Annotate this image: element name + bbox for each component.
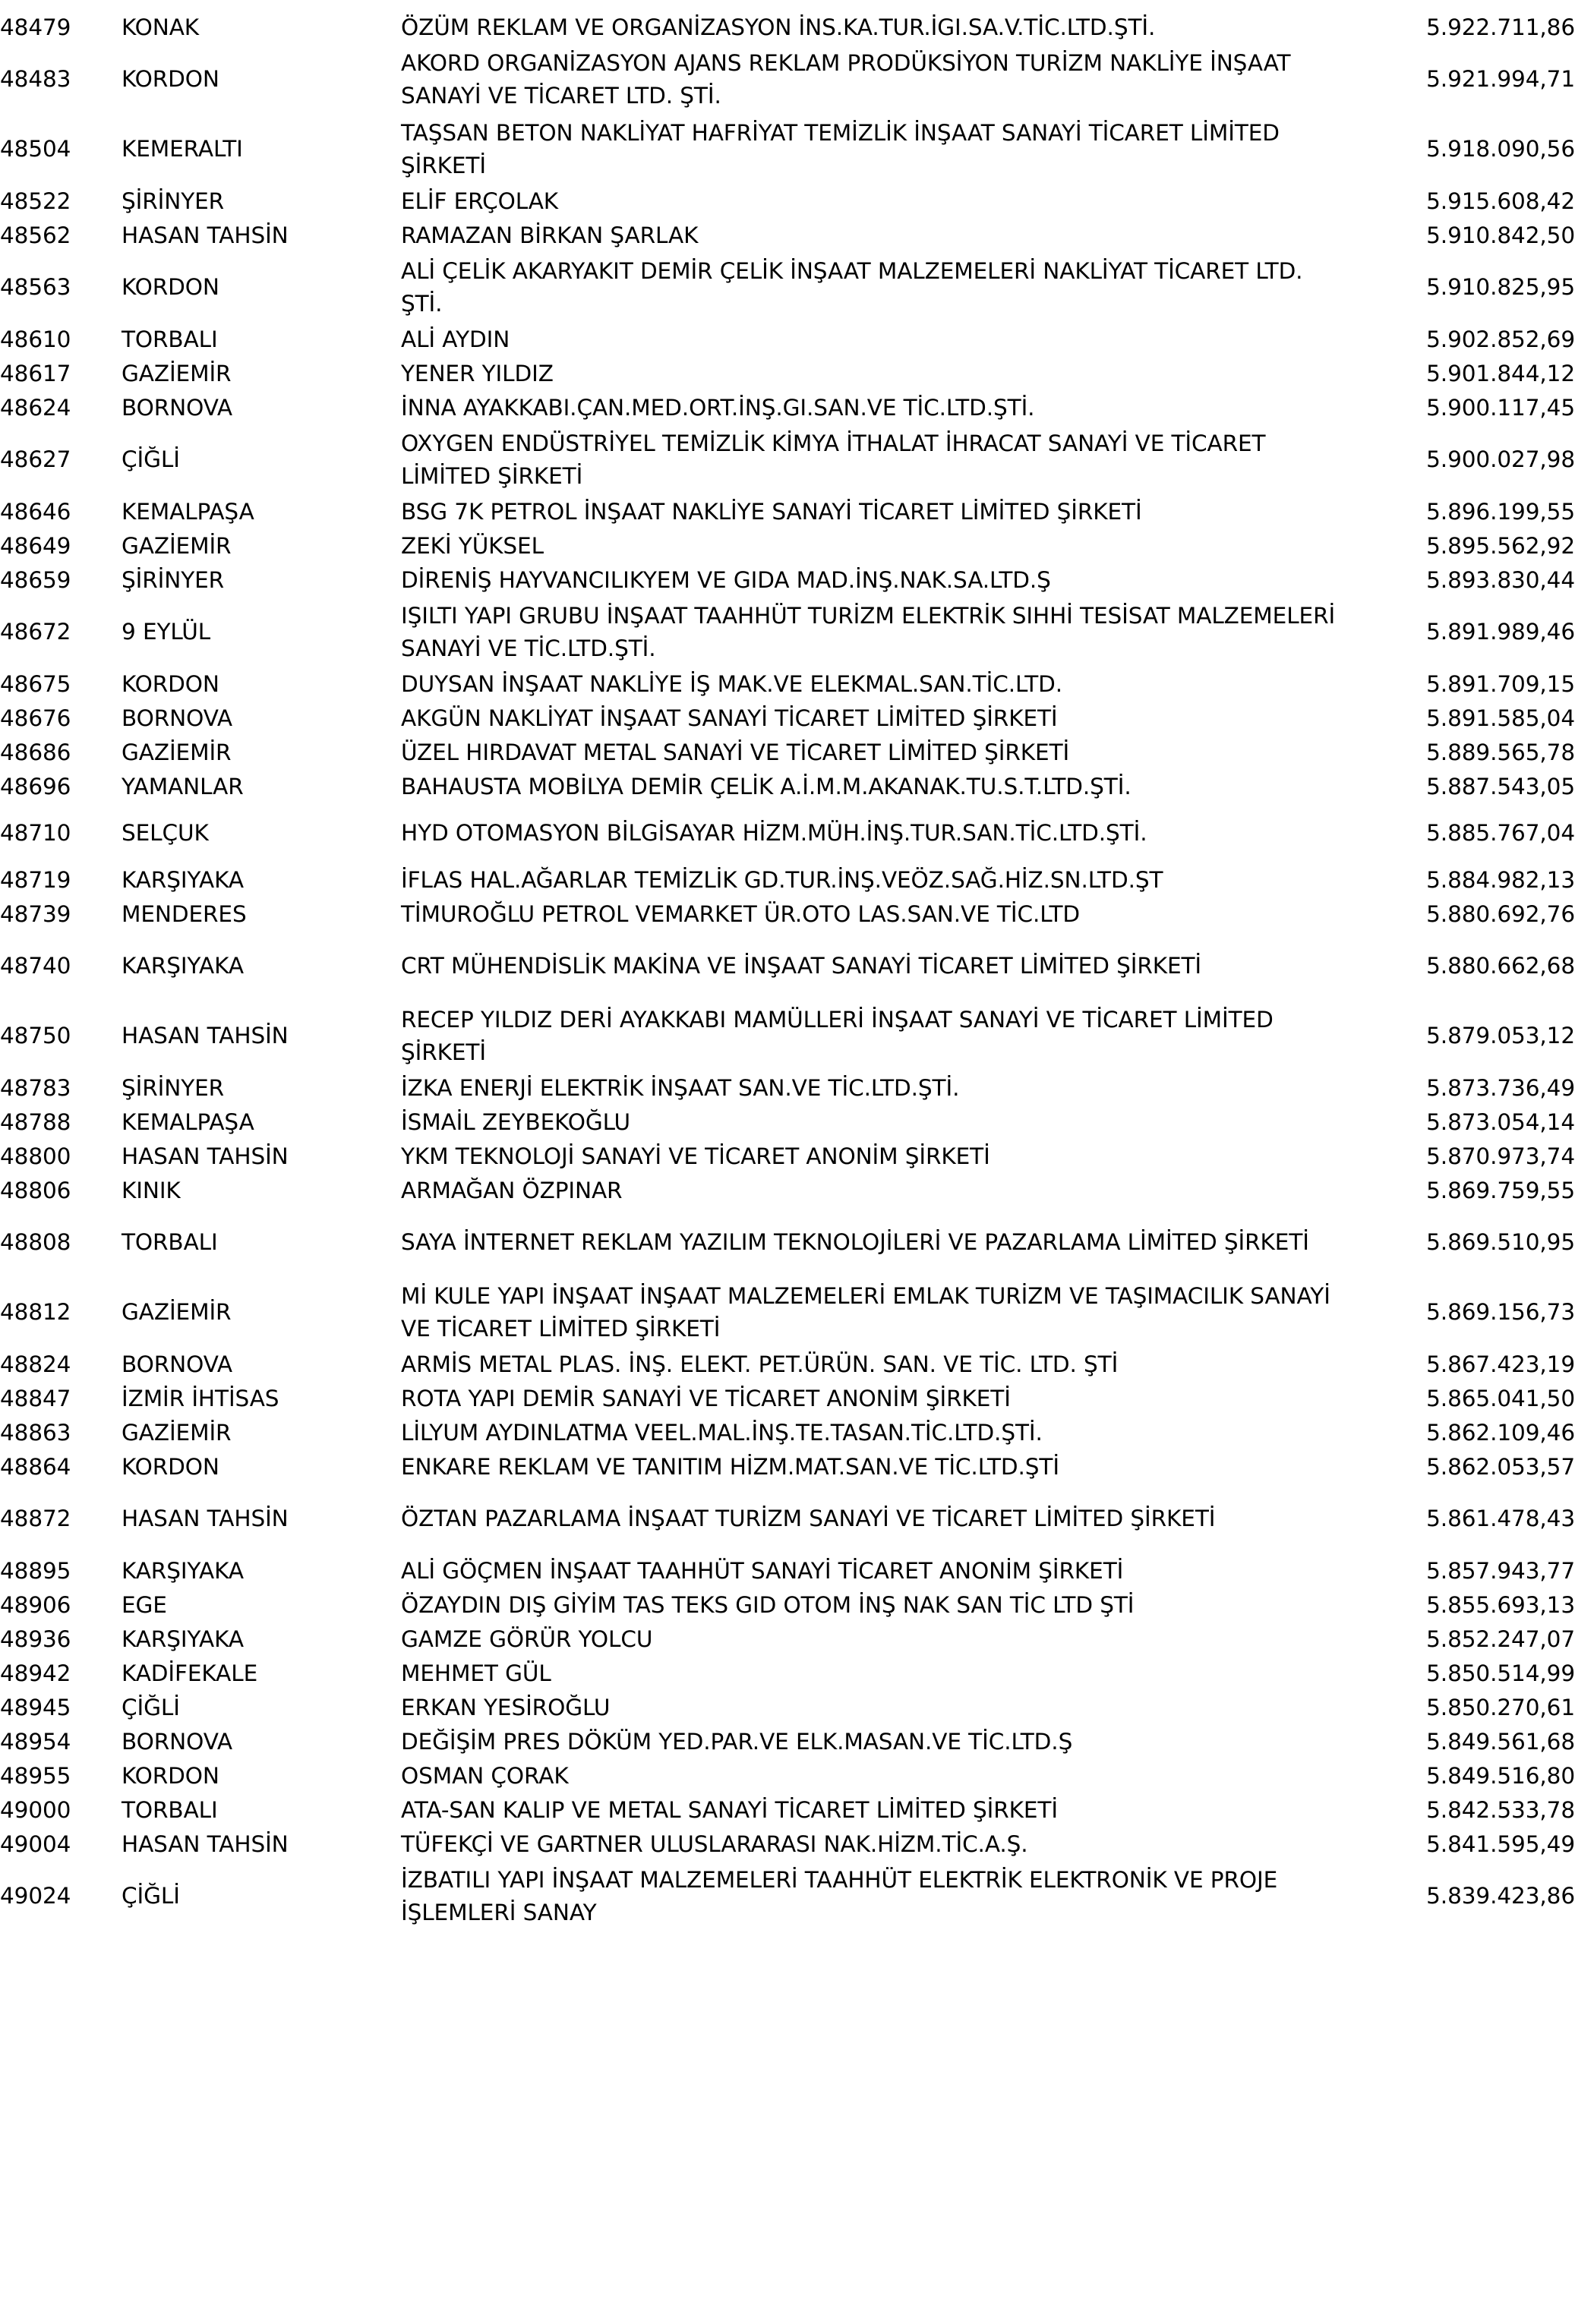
cell-tax-office: KONAK — [122, 14, 200, 40]
cell-tax-office: 9 EYLÜL — [122, 619, 211, 645]
cell-tax-office: KARŞIYAKA — [122, 1557, 244, 1584]
cell-debt-amount: 5.910.842,50 — [1426, 222, 1575, 248]
cell-taxpayer-name: HYD OTOMASYON BİLGİSAYAR HİZM.MÜH.İNŞ.TUR.SAN.TİC.LTD.ŞTİ. — [401, 820, 1147, 847]
cell-debt-amount: 5.862.053,57 — [1426, 1453, 1575, 1480]
cell-tax-office: ÇİĞLİ — [122, 1694, 180, 1720]
cell-tax-office: KORDON — [122, 1762, 219, 1789]
cell-record-no: 48863 — [0, 1419, 71, 1446]
cell-debt-amount: 5.884.982,13 — [1426, 866, 1575, 893]
cell-record-no: 48936 — [0, 1626, 71, 1652]
table-row — [0, 1105, 1575, 1140]
cell-record-no: 48906 — [0, 1591, 71, 1618]
table-row — [0, 1208, 1575, 1278]
cell-record-no: 48483 — [0, 66, 71, 93]
cell-record-no: 49004 — [0, 1831, 71, 1857]
cell-tax-office: HASAN TAHSİN — [122, 1143, 289, 1169]
cell-taxpayer-name: YENER YILDIZ — [401, 360, 554, 386]
cell-tax-office: İZMİR İHTİSAS — [122, 1385, 279, 1411]
cell-debt-amount: 5.918.090,56 — [1426, 136, 1575, 162]
cell-record-no: 48739 — [0, 900, 71, 927]
cell-record-no: 48627 — [0, 446, 71, 473]
cell-tax-office: BORNOVA — [122, 1728, 232, 1755]
cell-taxpayer-name: OSMAN ÇORAK — [401, 1762, 569, 1789]
table-row — [0, 45, 1575, 115]
cell-taxpayer-name: AKORD ORGANİZASYON AJANS REKLAM PRODÜKSİYON TURİZM NAKLİYE İNŞAAT SANAYİ VE TİCARET LTD. ŞTİ. — [401, 49, 1291, 109]
table-row — [0, 219, 1575, 253]
table-row — [0, 253, 1575, 323]
cell-record-no: 48675 — [0, 670, 71, 697]
cell-taxpayer-name: ROTA YAPI DEMİR SANAYİ VE TİCARET ANONİM ŞİRKETİ — [401, 1385, 1011, 1411]
cell-record-no: 48942 — [0, 1660, 71, 1686]
cell-record-no: 48719 — [0, 866, 71, 893]
cell-tax-office: KORDON — [122, 66, 219, 93]
cell-tax-office: KEMERALTI — [122, 136, 243, 162]
cell-debt-amount: 5.896.199,55 — [1426, 498, 1575, 525]
cell-debt-amount: 5.873.736,49 — [1426, 1074, 1575, 1101]
cell-debt-amount: 5.901.844,12 — [1426, 360, 1575, 386]
table-row — [0, 1450, 1575, 1484]
cell-debt-amount: 5.879.053,12 — [1426, 1023, 1575, 1049]
cell-record-no: 48847 — [0, 1385, 71, 1411]
table-row — [0, 184, 1575, 219]
table-row — [0, 1827, 1575, 1862]
cell-taxpayer-name: İNNA AYAKKABI.ÇAN.MED.ORT.İNŞ.GI.SAN.VE TİC.LTD.ŞTİ. — [401, 394, 1035, 421]
cell-taxpayer-name: ALİ GÖÇMEN İNŞAAT TAAHHÜT SANAYİ TİCARET ANONİM ŞİRKETİ — [401, 1557, 1124, 1584]
cell-debt-amount: 5.869.156,73 — [1426, 1299, 1575, 1326]
cell-tax-office: GAZİEMİR — [122, 532, 232, 559]
cell-record-no: 48954 — [0, 1728, 71, 1755]
cell-debt-amount: 5.910.825,95 — [1426, 274, 1575, 301]
cell-record-no: 48750 — [0, 1023, 71, 1049]
cell-record-no: 48672 — [0, 619, 71, 645]
table-row — [0, 1622, 1575, 1657]
table-row — [0, 1657, 1575, 1691]
table-row — [0, 1416, 1575, 1450]
tax-debtor-table — [0, 11, 1575, 1931]
table-row — [0, 529, 1575, 563]
table-row — [0, 1174, 1575, 1208]
cell-tax-office: GAZİEMİR — [122, 1299, 232, 1326]
cell-taxpayer-name: İZKA ENERJİ ELEKTRİK İNŞAAT SAN.VE TİC.LTD.ŞTİ. — [401, 1074, 960, 1101]
cell-taxpayer-name: BSG 7K PETROL İNŞAAT NAKLİYE SANAYİ TİCARET LİMİTED ŞİRKETİ — [401, 498, 1142, 525]
table-row — [0, 495, 1575, 529]
cell-taxpayer-name: ENKARE REKLAM VE TANITIM HİZM.MAT.SAN.VE TİC.LTD.ŞTİ — [401, 1453, 1059, 1480]
cell-taxpayer-name: İFLAS HAL.AĞARLAR TEMİZLİK GD.TUR.İNŞ.VEÖZ.SAĞ.HİZ.SN.LTD.ŞT — [401, 866, 1163, 893]
cell-taxpayer-name: ERKAN YESİROĞLU — [401, 1694, 611, 1720]
cell-tax-office: GAZİEMİR — [122, 739, 232, 765]
table-row — [0, 563, 1575, 598]
cell-record-no: 48479 — [0, 14, 71, 40]
cell-record-no: 48504 — [0, 136, 71, 162]
cell-record-no: 48783 — [0, 1074, 71, 1101]
cell-tax-office: HASAN TAHSİN — [122, 1831, 289, 1857]
cell-taxpayer-name: DEĞİŞİM PRES DÖKÜM YED.PAR.VE ELK.MASAN.VE TİC.LTD.Ş — [401, 1728, 1073, 1755]
cell-debt-amount: 5.869.759,55 — [1426, 1177, 1575, 1203]
cell-debt-amount: 5.842.533,78 — [1426, 1796, 1575, 1823]
cell-debt-amount: 5.867.423,19 — [1426, 1351, 1575, 1377]
cell-record-no: 48563 — [0, 274, 71, 301]
cell-tax-office: KORDON — [122, 274, 219, 301]
cell-taxpayer-name: DİRENİŞ HAYVANCILIKYEM VE GIDA MAD.İNŞ.NAK.SA.LTD.Ş — [401, 566, 1051, 593]
cell-record-no: 49000 — [0, 1796, 71, 1823]
cell-record-no: 48864 — [0, 1453, 71, 1480]
cell-tax-office: TORBALI — [122, 1229, 218, 1256]
cell-taxpayer-name: ÖZAYDIN DIŞ GİYİM TAS TEKS GID OTOM İNŞ NAK SAN TİC LTD ŞTİ — [401, 1591, 1135, 1618]
cell-debt-amount: 5.855.693,13 — [1426, 1591, 1575, 1618]
table-row — [0, 1793, 1575, 1827]
cell-tax-office: YAMANLAR — [122, 773, 244, 799]
cell-record-no: 49024 — [0, 1883, 71, 1909]
cell-record-no: 48646 — [0, 498, 71, 525]
table-row — [0, 804, 1575, 863]
cell-debt-amount: 5.865.041,50 — [1426, 1385, 1575, 1411]
cell-debt-amount: 5.841.595,49 — [1426, 1831, 1575, 1857]
cell-tax-office: ÇİĞLİ — [122, 1883, 180, 1909]
cell-record-no: 48659 — [0, 566, 71, 593]
cell-record-no: 48610 — [0, 326, 71, 352]
cell-debt-amount: 5.852.247,07 — [1426, 1626, 1575, 1652]
cell-tax-office: KARŞIYAKA — [122, 866, 244, 893]
cell-taxpayer-name: ZEKİ YÜKSEL — [401, 532, 544, 559]
cell-debt-amount: 5.862.109,46 — [1426, 1419, 1575, 1446]
cell-record-no: 48696 — [0, 773, 71, 799]
cell-tax-office: KEMALPAŞA — [122, 1108, 254, 1135]
table-row — [0, 1691, 1575, 1725]
cell-record-no: 48806 — [0, 1177, 71, 1203]
table-row — [0, 115, 1575, 184]
cell-tax-office: BORNOVA — [122, 1351, 232, 1377]
table-row — [0, 598, 1575, 667]
cell-taxpayer-name: TÜFEKÇİ VE GARTNER ULUSLARARASI NAK.HİZM.TİC.A.Ş. — [401, 1831, 1028, 1857]
cell-tax-office: KADİFEKALE — [122, 1660, 258, 1686]
cell-record-no: 48945 — [0, 1694, 71, 1720]
table-row — [0, 1278, 1575, 1348]
cell-taxpayer-name: İSMAİL ZEYBEKOĞLU — [401, 1108, 630, 1135]
cell-record-no: 48562 — [0, 222, 71, 248]
cell-tax-office: ŞİRİNYER — [122, 566, 225, 593]
cell-record-no: 48522 — [0, 188, 71, 214]
cell-taxpayer-name: ALİ ÇELİK AKARYAKIT DEMİR ÇELİK İNŞAAT MALZEMELERİ NAKLİYAT TİCARET LTD. ŞTİ. — [401, 257, 1303, 317]
cell-taxpayer-name: LİLYUM AYDINLATMA VEEL.MAL.İNŞ.TE.TASAN.TİC.LTD.ŞTİ. — [401, 1419, 1043, 1446]
cell-tax-office: HASAN TAHSİN — [122, 222, 289, 248]
cell-tax-office: TORBALI — [122, 326, 218, 352]
cell-taxpayer-name: RAMAZAN BİRKAN ŞARLAK — [401, 222, 699, 248]
table-row — [0, 1862, 1575, 1931]
cell-record-no: 48740 — [0, 953, 71, 979]
table-row — [0, 357, 1575, 391]
table-row — [0, 897, 1575, 932]
cell-taxpayer-name: ÜZEL HIRDAVAT METAL SANAYİ VE TİCARET LİMİTED ŞİRKETİ — [401, 739, 1070, 765]
cell-record-no: 48676 — [0, 705, 71, 731]
cell-debt-amount: 5.889.565,78 — [1426, 739, 1575, 765]
table-row — [0, 425, 1575, 495]
cell-taxpayer-name: MEHMET GÜL — [401, 1660, 551, 1686]
cell-tax-office: KORDON — [122, 1453, 219, 1480]
cell-tax-office: ÇİĞLİ — [122, 446, 180, 473]
cell-debt-amount: 5.893.830,44 — [1426, 566, 1575, 593]
cell-tax-office: BORNOVA — [122, 394, 232, 421]
table-row — [0, 1484, 1575, 1554]
table-row — [0, 1554, 1575, 1588]
cell-debt-amount: 5.887.543,05 — [1426, 773, 1575, 799]
table-row — [0, 932, 1575, 1001]
cell-debt-amount: 5.880.662,68 — [1426, 953, 1575, 979]
table-row — [0, 1588, 1575, 1622]
cell-tax-office: GAZİEMİR — [122, 360, 232, 386]
cell-record-no: 48955 — [0, 1762, 71, 1789]
cell-record-no: 48800 — [0, 1143, 71, 1169]
cell-taxpayer-name: SAYA İNTERNET REKLAM YAZILIM TEKNOLOJİLERİ VE PAZARLAMA LİMİTED ŞİRKETİ — [401, 1229, 1309, 1256]
cell-record-no: 48710 — [0, 820, 71, 847]
cell-debt-amount: 5.922.711,86 — [1426, 14, 1575, 40]
cell-debt-amount: 5.915.608,42 — [1426, 188, 1575, 214]
table-row — [0, 11, 1575, 45]
cell-debt-amount: 5.869.510,95 — [1426, 1229, 1575, 1256]
cell-record-no: 48617 — [0, 360, 71, 386]
table-body — [0, 11, 1575, 1931]
cell-debt-amount: 5.891.585,04 — [1426, 705, 1575, 731]
cell-taxpayer-name: ALİ AYDIN — [401, 326, 510, 352]
cell-debt-amount: 5.891.709,15 — [1426, 670, 1575, 697]
cell-debt-amount: 5.850.270,61 — [1426, 1694, 1575, 1720]
cell-taxpayer-name: ELİF ERÇOLAK — [401, 188, 559, 214]
cell-tax-office: TORBALI — [122, 1796, 218, 1823]
cell-debt-amount: 5.839.423,86 — [1426, 1883, 1575, 1909]
cell-taxpayer-name: AKGÜN NAKLİYAT İNŞAAT SANAYİ TİCARET LİMİTED ŞİRKETİ — [401, 705, 1058, 731]
cell-record-no: 48788 — [0, 1108, 71, 1135]
cell-taxpayer-name: ÖZTAN PAZARLAMA İNŞAAT TURİZM SANAYİ VE TİCARET LİMİTED ŞİRKETİ — [401, 1506, 1216, 1532]
cell-record-no: 48808 — [0, 1229, 71, 1256]
cell-record-no: 48649 — [0, 532, 71, 559]
cell-tax-office: GAZİEMİR — [122, 1419, 232, 1446]
table-row — [0, 702, 1575, 736]
cell-taxpayer-name: ÖZÜM REKLAM VE ORGANİZASYON İNS.KA.TUR.İGI.SA.V.TİC.LTD.ŞTİ. — [401, 14, 1156, 40]
cell-record-no: 48824 — [0, 1351, 71, 1377]
cell-debt-amount: 5.857.943,77 — [1426, 1557, 1575, 1584]
cell-debt-amount: 5.891.989,46 — [1426, 619, 1575, 645]
cell-debt-amount: 5.861.478,43 — [1426, 1506, 1575, 1532]
cell-record-no: 48624 — [0, 394, 71, 421]
table-row — [0, 1071, 1575, 1105]
cell-taxpayer-name: DUYSAN İNŞAAT NAKLİYE İŞ MAK.VE ELEKMAL.SAN.TİC.LTD. — [401, 670, 1063, 697]
cell-record-no: 48812 — [0, 1299, 71, 1326]
cell-debt-amount: 5.880.692,76 — [1426, 900, 1575, 927]
cell-taxpayer-name: ATA-SAN KALIP VE METAL SANAYİ TİCARET LİMİTED ŞİRKETİ — [401, 1796, 1058, 1823]
cell-tax-office: ŞİRİNYER — [122, 188, 225, 214]
cell-tax-office: SELÇUK — [122, 820, 209, 847]
cell-record-no: 48686 — [0, 739, 71, 765]
cell-debt-amount: 5.873.054,14 — [1426, 1108, 1575, 1135]
table-row — [0, 1001, 1575, 1071]
table-row — [0, 323, 1575, 357]
cell-taxpayer-name: CRT MÜHENDİSLİK MAKİNA VE İNŞAAT SANAYİ TİCARET LİMİTED ŞİRKETİ — [401, 953, 1202, 979]
cell-tax-office: HASAN TAHSİN — [122, 1023, 289, 1049]
cell-taxpayer-name: ARMİS METAL PLAS. İNŞ. ELEKT. PET.ÜRÜN. SAN. VE TİC. LTD. ŞTİ — [401, 1351, 1119, 1377]
cell-tax-office: KEMALPAŞA — [122, 498, 254, 525]
cell-taxpayer-name: OXYGEN ENDÜSTRİYEL TEMİZLİK KİMYA İTHALAT İHRACAT SANAYİ VE TİCARET LİMİTED ŞİRKETİ — [401, 430, 1266, 489]
cell-debt-amount: 5.850.514,99 — [1426, 1660, 1575, 1686]
table-row — [0, 736, 1575, 770]
cell-taxpayer-name: ARMAĞAN ÖZPINAR — [401, 1177, 623, 1203]
table-row — [0, 1759, 1575, 1793]
cell-tax-office: KARŞIYAKA — [122, 953, 244, 979]
cell-tax-office: EGE — [122, 1591, 167, 1618]
cell-tax-office: KINIK — [122, 1177, 181, 1203]
cell-taxpayer-name: RECEP YILDIZ DERİ AYAKKABI MAMÜLLERİ İNŞAAT SANAYİ VE TİCARET LİMİTED ŞİRKETİ — [401, 1006, 1274, 1065]
cell-debt-amount: 5.900.117,45 — [1426, 394, 1575, 421]
cell-taxpayer-name: İZBATILI YAPI İNŞAAT MALZEMELERİ TAAHHÜT ELEKTRİK ELEKTRONİK VE PROJE İŞLEMLERİ SANAY — [401, 1866, 1278, 1925]
cell-taxpayer-name: BAHAUSTA MOBİLYA DEMİR ÇELİK A.İ.M.M.AKANAK.TU.S.T.LTD.ŞTİ. — [401, 773, 1132, 799]
cell-debt-amount: 5.885.767,04 — [1426, 820, 1575, 847]
cell-taxpayer-name: TAŞSAN BETON NAKLİYAT HAFRİYAT TEMİZLİK İNŞAAT SANAYİ TİCARET LİMİTED ŞİRKETİ — [401, 119, 1280, 178]
cell-tax-office: KARŞIYAKA — [122, 1626, 244, 1652]
cell-tax-office: HASAN TAHSİN — [122, 1506, 289, 1532]
cell-record-no: 48872 — [0, 1506, 71, 1532]
table-row — [0, 1725, 1575, 1759]
cell-debt-amount: 5.900.027,98 — [1426, 446, 1575, 473]
cell-debt-amount: 5.921.994,71 — [1426, 66, 1575, 93]
cell-debt-amount: 5.902.852,69 — [1426, 326, 1575, 352]
cell-taxpayer-name: Mİ KULE YAPI İNŞAAT İNŞAAT MALZEMELERİ EMLAK TURİZM VE TAŞIMACILIK SANAYİ VE TİCARET LİMİTED ŞİRKETİ — [401, 1282, 1330, 1342]
table-row — [0, 1140, 1575, 1174]
table-row — [0, 667, 1575, 702]
cell-taxpayer-name: TİMUROĞLU PETROL VEMARKET ÜR.OTO LAS.SAN.VE TİC.LTD — [401, 900, 1081, 927]
cell-tax-office: KORDON — [122, 670, 219, 697]
cell-record-no: 48895 — [0, 1557, 71, 1584]
cell-debt-amount: 5.895.562,92 — [1426, 532, 1575, 559]
table-row — [0, 391, 1575, 425]
cell-debt-amount: 5.870.973,74 — [1426, 1143, 1575, 1169]
table-row — [0, 863, 1575, 897]
table-row — [0, 1348, 1575, 1382]
cell-tax-office: BORNOVA — [122, 705, 232, 731]
cell-taxpayer-name: GAMZE GÖRÜR YOLCU — [401, 1626, 653, 1652]
cell-debt-amount: 5.849.561,68 — [1426, 1728, 1575, 1755]
table-row — [0, 1382, 1575, 1416]
cell-taxpayer-name: IŞILTI YAPI GRUBU İNŞAAT TAAHHÜT TURİZM ELEKTRİK SIHHİ TESİSAT MALZEMELERİ SANAYİ VE TİC.LTD.ŞTİ. — [401, 602, 1336, 661]
table-row — [0, 770, 1575, 804]
cell-tax-office: MENDERES — [122, 900, 247, 927]
cell-taxpayer-name: YKM TEKNOLOJİ SANAYİ VE TİCARET ANONİM ŞİRKETİ — [401, 1143, 990, 1169]
cell-tax-office: ŞİRİNYER — [122, 1074, 225, 1101]
cell-debt-amount: 5.849.516,80 — [1426, 1762, 1575, 1789]
